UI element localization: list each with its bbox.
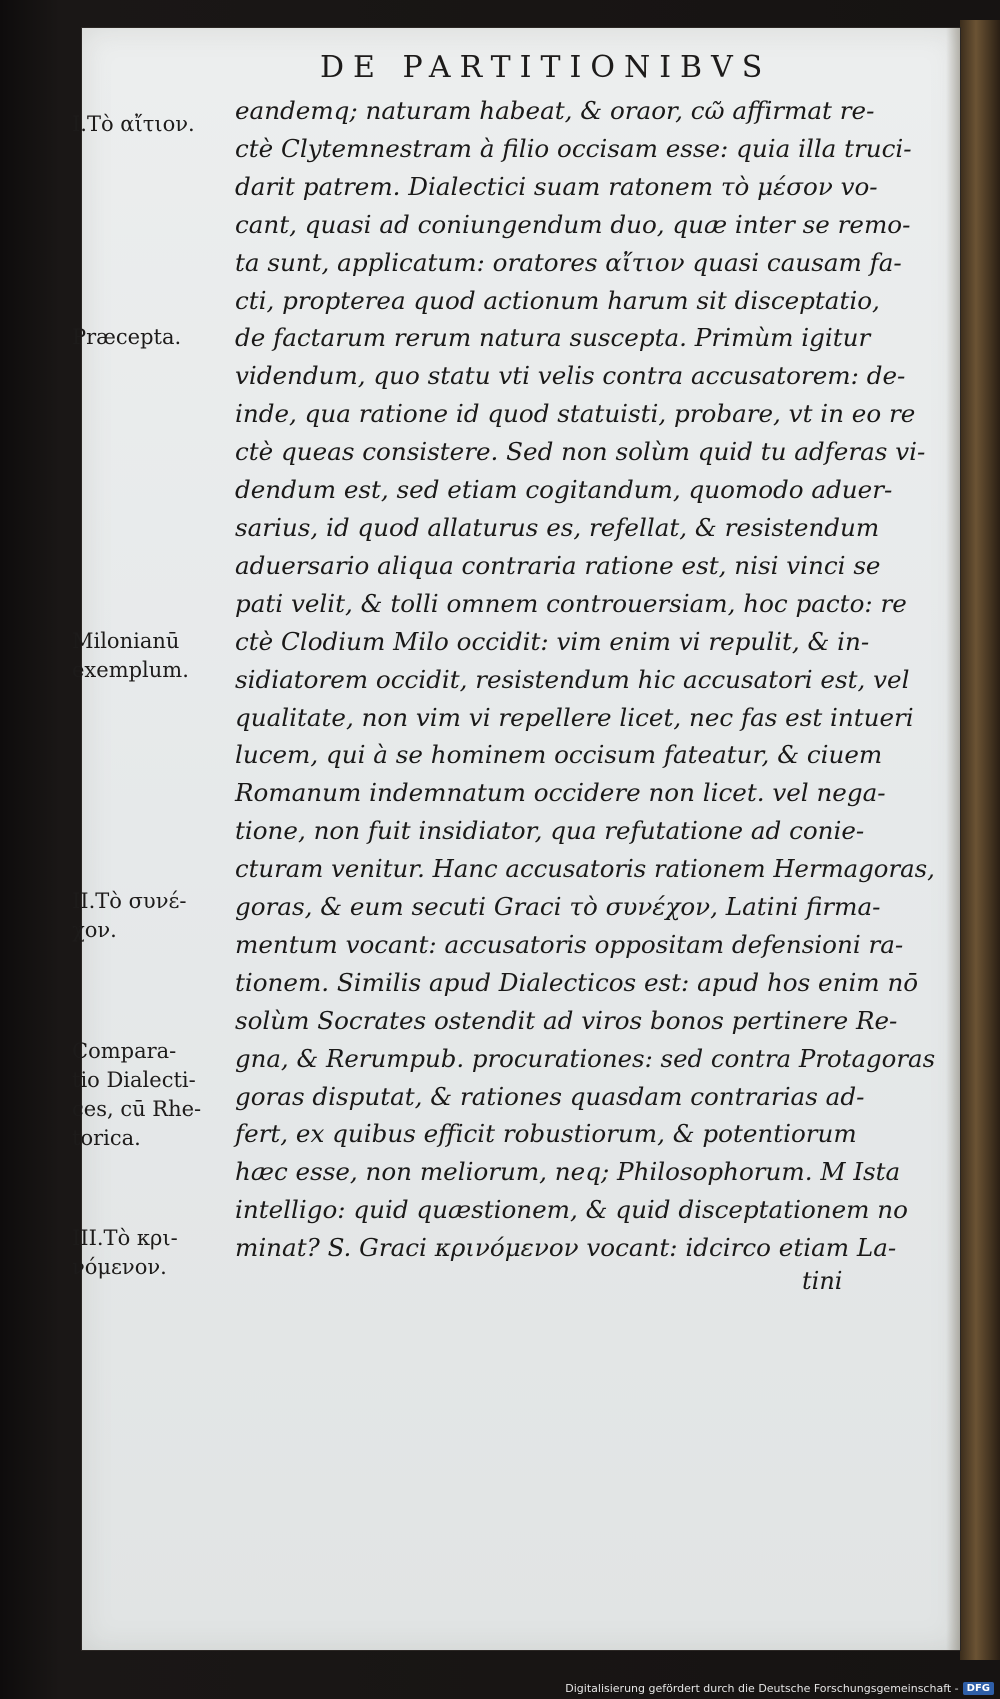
text-line: cturam venitur. Hanc accusatoris rationem Hermagoras, bbox=[235, 854, 935, 884]
body-text bbox=[235, 92, 935, 1267]
margin-note-1 bbox=[72, 110, 222, 139]
credit-text: Digitalisierung gefördert durch die Deutsche Forschungsgemeinschaft - bbox=[565, 1682, 959, 1695]
margin-note-line: ces, cū Rhe- bbox=[72, 1097, 202, 1121]
text-line: aduersario aliqua contraria ratione est, nisi vinci se bbox=[235, 550, 881, 580]
text-line: qualitate, non vim vi repellere licet, nec fas est intueri bbox=[235, 702, 914, 732]
text-line: tione, non fuit insidiator, qua refutatione ad conie- bbox=[235, 816, 865, 846]
margin-note-line: III.Tὸ κρι- bbox=[72, 1226, 178, 1250]
text-line: minat? S. Graci κρινόμενον vocant: idcirco etiam La- bbox=[235, 1233, 897, 1263]
text-line: solùm Socrates ostendit ad viros bonos pertinere Re- bbox=[235, 1005, 898, 1035]
margin-note-2 bbox=[72, 323, 222, 352]
text-line: fert, ex quibus efficit robustiorum, & potentiorum bbox=[235, 1119, 857, 1149]
text-line: lucem, qui à se hominem occisum fateatur, & ciuem bbox=[235, 740, 883, 770]
text-line: cant, quasi ad coniungendum duo, quæ inter se remo- bbox=[235, 209, 911, 239]
text-line: ctè Clytemnestram à filio occisam esse: quia illa truci- bbox=[235, 133, 912, 163]
text-line: cti, propterea quod actionum harum sit disceptatio, bbox=[235, 285, 880, 315]
margin-note-line: χον. bbox=[72, 918, 117, 942]
margin-note-line: νόμενον. bbox=[72, 1255, 167, 1279]
margin-note-line: Compara- bbox=[72, 1039, 177, 1063]
margin-note-line: I.Tὸ αἴτιον. bbox=[72, 112, 195, 136]
margin-note-line: II.Tὸ συνέ- bbox=[72, 889, 187, 913]
text-line: sidiatorem occidit, resistendum hic accusatori est, vel bbox=[235, 664, 910, 694]
margin-note-line: exemplum. bbox=[72, 658, 189, 682]
text-line: ctè Clodium Milo occidit: vim enim vi repulit, & in- bbox=[235, 626, 870, 656]
text-line: goras, & eum secuti Graci τὸ συνέχον, Latini firma- bbox=[235, 892, 881, 922]
margin-note-6 bbox=[72, 1224, 222, 1282]
margin-note-4 bbox=[72, 887, 222, 945]
margin-note-line: Præcepta. bbox=[72, 325, 182, 349]
running-head: DE PARTITIONIBVS bbox=[320, 50, 772, 85]
text-line: de factarum rerum natura suscepta. Primùm igitur bbox=[235, 323, 871, 353]
text-line: mentum vocant: accusatoris oppositam defensioni ra- bbox=[235, 929, 904, 959]
text-line: tionem. Similis apud Dialecticos est: apud hos enim nō bbox=[235, 967, 919, 997]
margin-note-line: Milonianū bbox=[72, 629, 180, 653]
catchword: tini bbox=[802, 1267, 843, 1295]
digitization-credit bbox=[565, 1682, 994, 1695]
book-edge bbox=[960, 20, 1000, 1660]
text-line: inde, qua ratione id quod statuisti, probare, vt in eo re bbox=[235, 399, 916, 429]
text-line: hæc esse, non meliorum, neq; Philosophorum. M Ista bbox=[235, 1157, 901, 1187]
text-line: intelligo: quid quæstionem, & quid disceptationem no bbox=[235, 1195, 908, 1225]
text-line: goras disputat, & rationes quasdam contrarias ad- bbox=[235, 1081, 865, 1111]
text-line: darit patrem. Dialectici suam ratonem τὸ μέσον vo- bbox=[235, 171, 878, 201]
text-line: dendum est, sed etiam cogitandum, quomodo aduer- bbox=[235, 475, 893, 505]
text-line: Romanum indemnatum occidere non licet. vel nega- bbox=[235, 778, 886, 808]
text-line: ta sunt, applicatum: oratores αἴτιον quasi causam fa- bbox=[235, 247, 902, 277]
text-line: eandemq; naturam habeat, & oraor, cῶ affirmat re- bbox=[235, 96, 875, 125]
margin-note-5 bbox=[72, 1037, 222, 1153]
dfg-logo-icon: DFG bbox=[963, 1682, 994, 1695]
margin-note-line: torica. bbox=[72, 1126, 141, 1150]
margin-note-3 bbox=[72, 627, 222, 685]
text-line: pati velit, & tolli omnem controuersiam, hoc pacto: re bbox=[235, 588, 907, 618]
text-line: ctè queas consistere. Sed non solùm quid tu adferas vi- bbox=[235, 437, 926, 467]
text-line: sarius, id quod allaturus es, refellat, & resistendum bbox=[235, 512, 880, 542]
text-line: gna, & Rerumpub. procurationes: sed contra Protagoras bbox=[235, 1043, 936, 1073]
text-line: videndum, quo statu vti velis contra accusatorem: de- bbox=[235, 361, 906, 391]
margin-note-line: tio Dialecti- bbox=[72, 1068, 196, 1092]
